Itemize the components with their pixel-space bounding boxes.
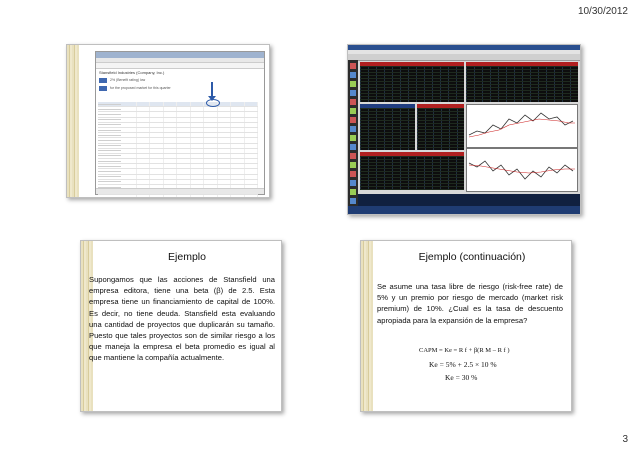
price-chart [466, 104, 578, 148]
blue-button-icon [99, 78, 107, 83]
formula-substitution: Ke = 5% + 2.5 × 10 % [429, 360, 497, 369]
quote-panel [360, 62, 464, 102]
status-bar [96, 188, 264, 194]
highlight-oval [206, 99, 220, 107]
tool-icon [350, 99, 356, 105]
news-ticker [358, 194, 580, 206]
slide-thumbnail-4[interactable] [360, 240, 572, 412]
header-date: 10/30/2012 [577, 6, 628, 17]
tool-icon [350, 63, 356, 69]
slide-decor-stripe [67, 45, 79, 197]
slide-thumbnail-3[interactable] [80, 240, 282, 412]
browser-screenshot [95, 51, 265, 195]
formula-result: Ke = 30 % [445, 373, 478, 382]
slide-title: Ejemplo [168, 251, 206, 263]
quote-panel [360, 152, 464, 190]
quote-panel [417, 104, 464, 150]
tool-icon [350, 117, 356, 123]
quote-panel [466, 62, 578, 102]
tool-icon [350, 189, 356, 195]
screenshot-line [96, 76, 264, 84]
slide-body: Supongamos que las acciones de Stansfield una empresa editora, tiene una beta (β) de 2.5. Esta empresa tiene un financiamiento de capital de 100%. Es decir, no tiene deuda. Stansfield esta evaluando una cantidad de proyectos que duplicarán su tamaño. Puesto que tales proyectos son de similar riesgo a los que maneja la empresa el beta promedio es igual al que mantiene la compañía actualmente. [89, 275, 275, 363]
tool-icon [350, 162, 356, 168]
tool-icon [350, 90, 356, 96]
formula-capm: CAPM = Ke = R f + β(R M – R f ) [419, 347, 510, 354]
tool-icon [350, 135, 356, 141]
tool-icon [350, 198, 356, 204]
price-chart-svg [467, 105, 577, 147]
slide-thumbnail-2[interactable] [347, 44, 581, 215]
price-chart-svg [467, 149, 577, 191]
side-toolbar [348, 60, 358, 206]
slide-thumbnail-1[interactable] [66, 44, 270, 198]
screenshot-line [96, 84, 264, 92]
page-number: 3 [622, 434, 628, 445]
tool-icon [350, 171, 356, 177]
screenshot-line-text: 2% (Benefit rating) low [110, 78, 146, 82]
slide-decor-stripe [361, 241, 373, 411]
tool-icon [350, 72, 356, 78]
blue-button-icon [99, 86, 107, 91]
toolbar [348, 54, 580, 61]
slide-body: Se asume una tasa libre de riesgo (risk-free rate) de 5% y un premio por riesgo de mercado (market risk premium) de 10%. ¿Cual es la tasa de descuento apropiada para la expansión de la empresa? [377, 282, 563, 325]
tool-icon [350, 153, 356, 159]
price-chart [466, 148, 578, 192]
taskbar [348, 206, 580, 214]
tool-icon [350, 108, 356, 114]
tool-icon [350, 126, 356, 132]
tool-icon [350, 144, 356, 150]
tool-icon [350, 81, 356, 87]
screenshot-line-text: for the proposed market for this quarter [110, 86, 171, 90]
slide-title: Ejemplo (continuación) [418, 251, 526, 263]
tool-icon [350, 180, 356, 186]
quote-panel [360, 104, 415, 150]
table-row [98, 195, 258, 198]
screenshot-table [98, 102, 258, 198]
screenshot-heading: Stansfield Industries (Company, Inc.) [99, 70, 165, 75]
